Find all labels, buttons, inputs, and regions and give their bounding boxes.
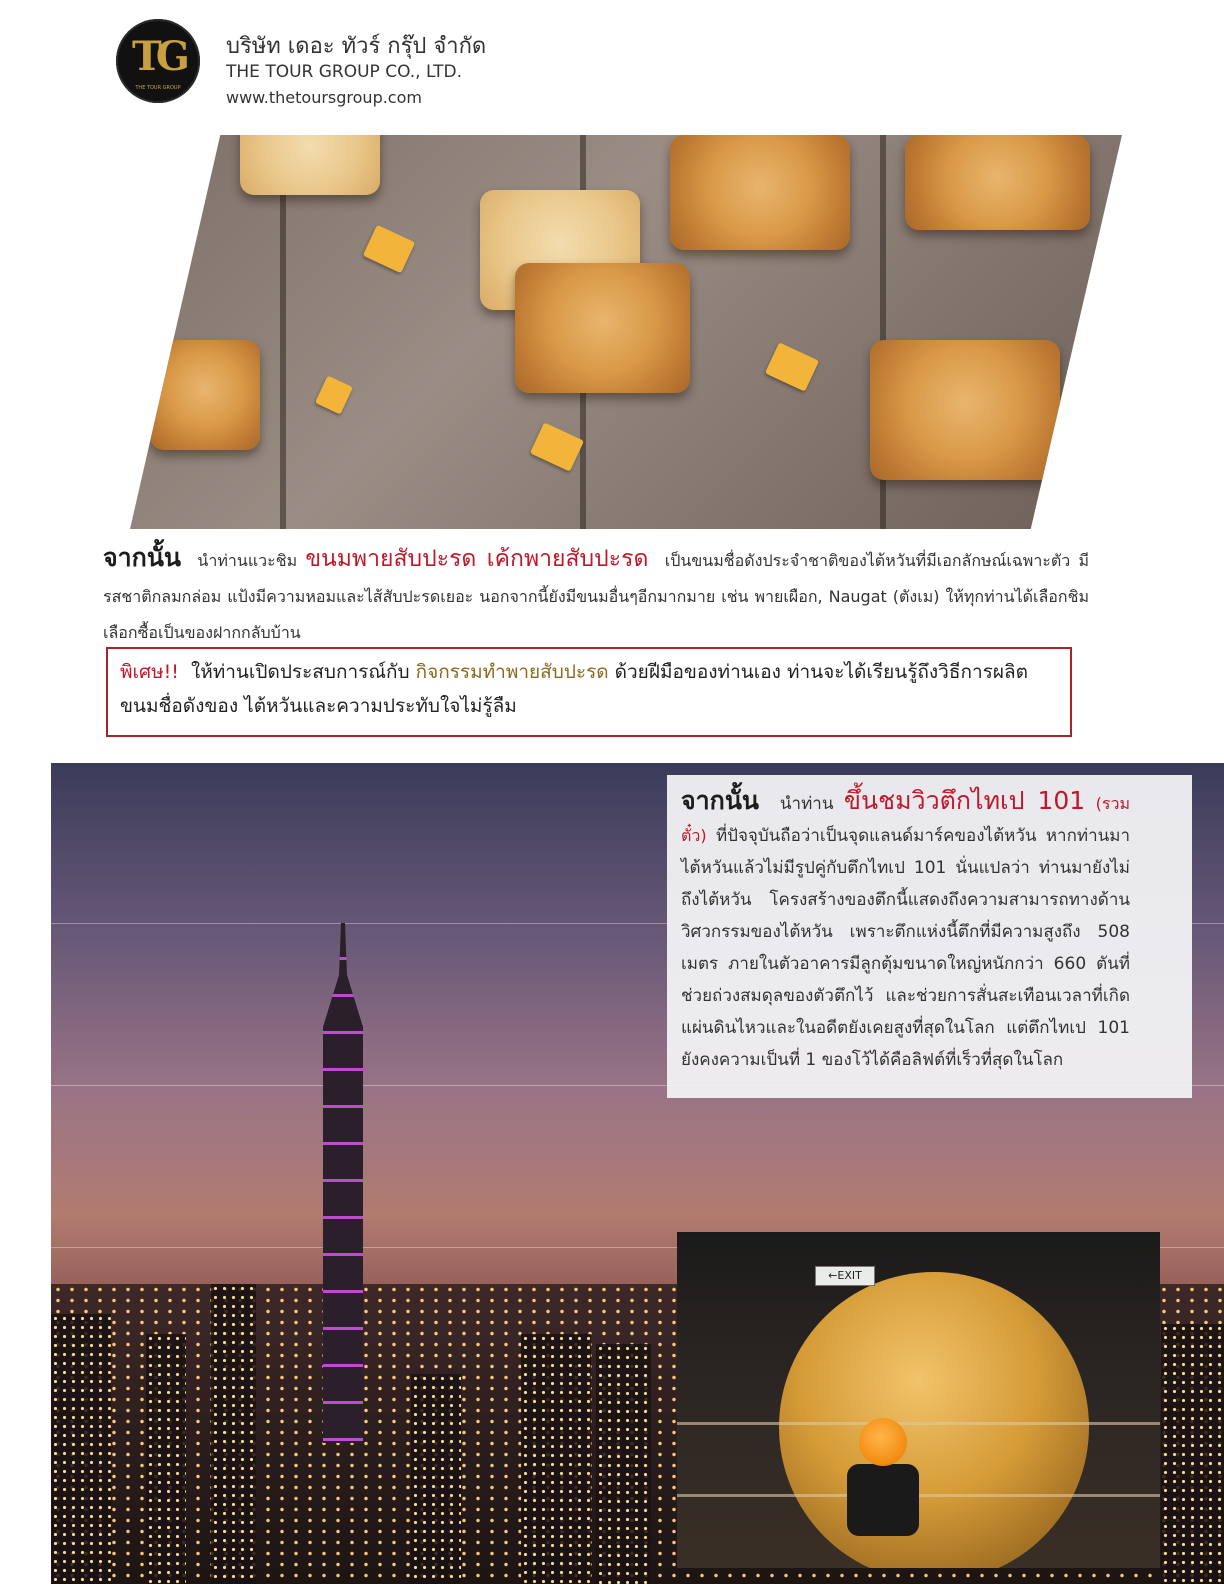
special-text-before: ให้ท่านเปิดประสบการณ์กับ: [190, 661, 410, 683]
pineapple-chunk: [315, 375, 353, 414]
exit-sign: ←EXIT: [815, 1266, 875, 1286]
damper-baby-mascot-body: [847, 1464, 919, 1536]
company-name-english: THE TOUR GROUP CO., LTD.: [226, 62, 462, 82]
building: [51, 1314, 111, 1584]
intro-text: นำท่านแวะชิม: [197, 551, 298, 570]
card-body-text: ที่ปัจจุบันถือว่าเป็นจุดแลนด์มาร์คของไต้หวัน หากท่านมาไต้หวันแล้วไม่มีรูปคู่กับตึกไทเป 101 นั่นแปลว่า ท่านมายังไม่ถึงไต้หวัน โครงสร้างของตึกนี้แสดงถึงความสามารถทางด้านวิศวกรรมของไต้หวัน เพราะตึกแห่งนี้ตึกที่มีความสูงถึง 508 เมตร ภายในตัวอาคารมีลูกตุ้มขนาดใหญ่หนักกว่า 660 ตันที่ช่วยถ่วงสมดุลของตัวตึกไว้ และช่วยการสั่นสะเทือนเวลาที่เกิดแผ่นดินไหวและในอดีตยังเคยสูงที่สุดในโลก แต่ตึกไทเป 101 ยังคงความเป็นที่ 1 ของโว้ได้คือลิฟต์ที่เร็วที่สุดในโลก: [681, 826, 1131, 1070]
pineapple-paragraph: [103, 540, 1089, 651]
taipei-101-info-card: [667, 775, 1192, 1098]
highlight-text: ขนมพายสับปะรด เค้กพายสับปะรด: [305, 546, 649, 572]
logo-monogram: TG: [132, 33, 184, 80]
tuned-mass-damper-photo: [677, 1232, 1160, 1568]
pineapple-chunk: [765, 342, 819, 391]
card-lead-word: จากนั้น: [681, 786, 760, 815]
card-ticket-note: (รวมตั๋ว): [681, 794, 1130, 845]
cake-piece: [150, 340, 260, 450]
cake-piece: [515, 263, 690, 393]
special-activity: กิจกรรมทำพายสับปะรด: [415, 661, 609, 683]
special-text-after: ด้วยฝีมือของท่านเอง ท่านจะได้เรียนรู้ถึงวิธีการผลิตขนมชื่อดังของ ไต้หวันและความประทับใจไม่รู้ลืม: [120, 661, 1028, 717]
building: [521, 1334, 591, 1584]
cake-piece: [905, 135, 1090, 230]
lead-word: จากนั้น: [103, 543, 182, 572]
pineapple-chunk: [363, 225, 415, 274]
body-text: เป็นขนมชื่อดังประจำชาติของไต้หวันที่มีเอกลักษณ์เฉพาะตัว มีรสชาติกลมกล่อม แป้งมีความหอมและไส้สับปะรดเยอะ นอกจากนี้ยังมีขนมอื่นๆอีกมากมาย เช่น พายเผือก, Naugat (ตังเม) ให้ทุกท่านได้เลือกชิมเลือกซื้อเป็นของฝากกลับบ้าน: [103, 551, 1090, 642]
cake-piece: [240, 105, 380, 195]
company-website[interactable]: www.thetoursgroup.com: [226, 88, 422, 107]
building: [146, 1334, 186, 1584]
pineapple-cake-photo: [130, 135, 1122, 529]
card-intro-text: นำท่าน: [779, 794, 834, 814]
logo-subtext: THE TOUR GROUP: [135, 85, 181, 91]
cake-piece: [670, 135, 850, 250]
special-activity-box: [106, 647, 1072, 737]
pineapple-chunk: [530, 422, 584, 471]
damper-baby-mascot-head: [859, 1418, 907, 1466]
card-highlight-text: ขึ้นชมวิวตึกไทเป 101: [843, 786, 1086, 815]
company-name-thai: บริษัท เดอะ ทัวร์ กรุ๊ป จำกัด: [226, 34, 487, 59]
building: [1161, 1324, 1224, 1584]
special-tag: พิเศษ!!: [120, 661, 179, 683]
building: [211, 1284, 256, 1584]
taipei-101-tower: [323, 923, 363, 1443]
glass-railing: [677, 1422, 1160, 1425]
cake-piece: [870, 340, 1060, 480]
building: [411, 1374, 461, 1584]
company-logo: [116, 19, 200, 103]
damper-sphere: [779, 1272, 1089, 1568]
building: [596, 1344, 651, 1584]
